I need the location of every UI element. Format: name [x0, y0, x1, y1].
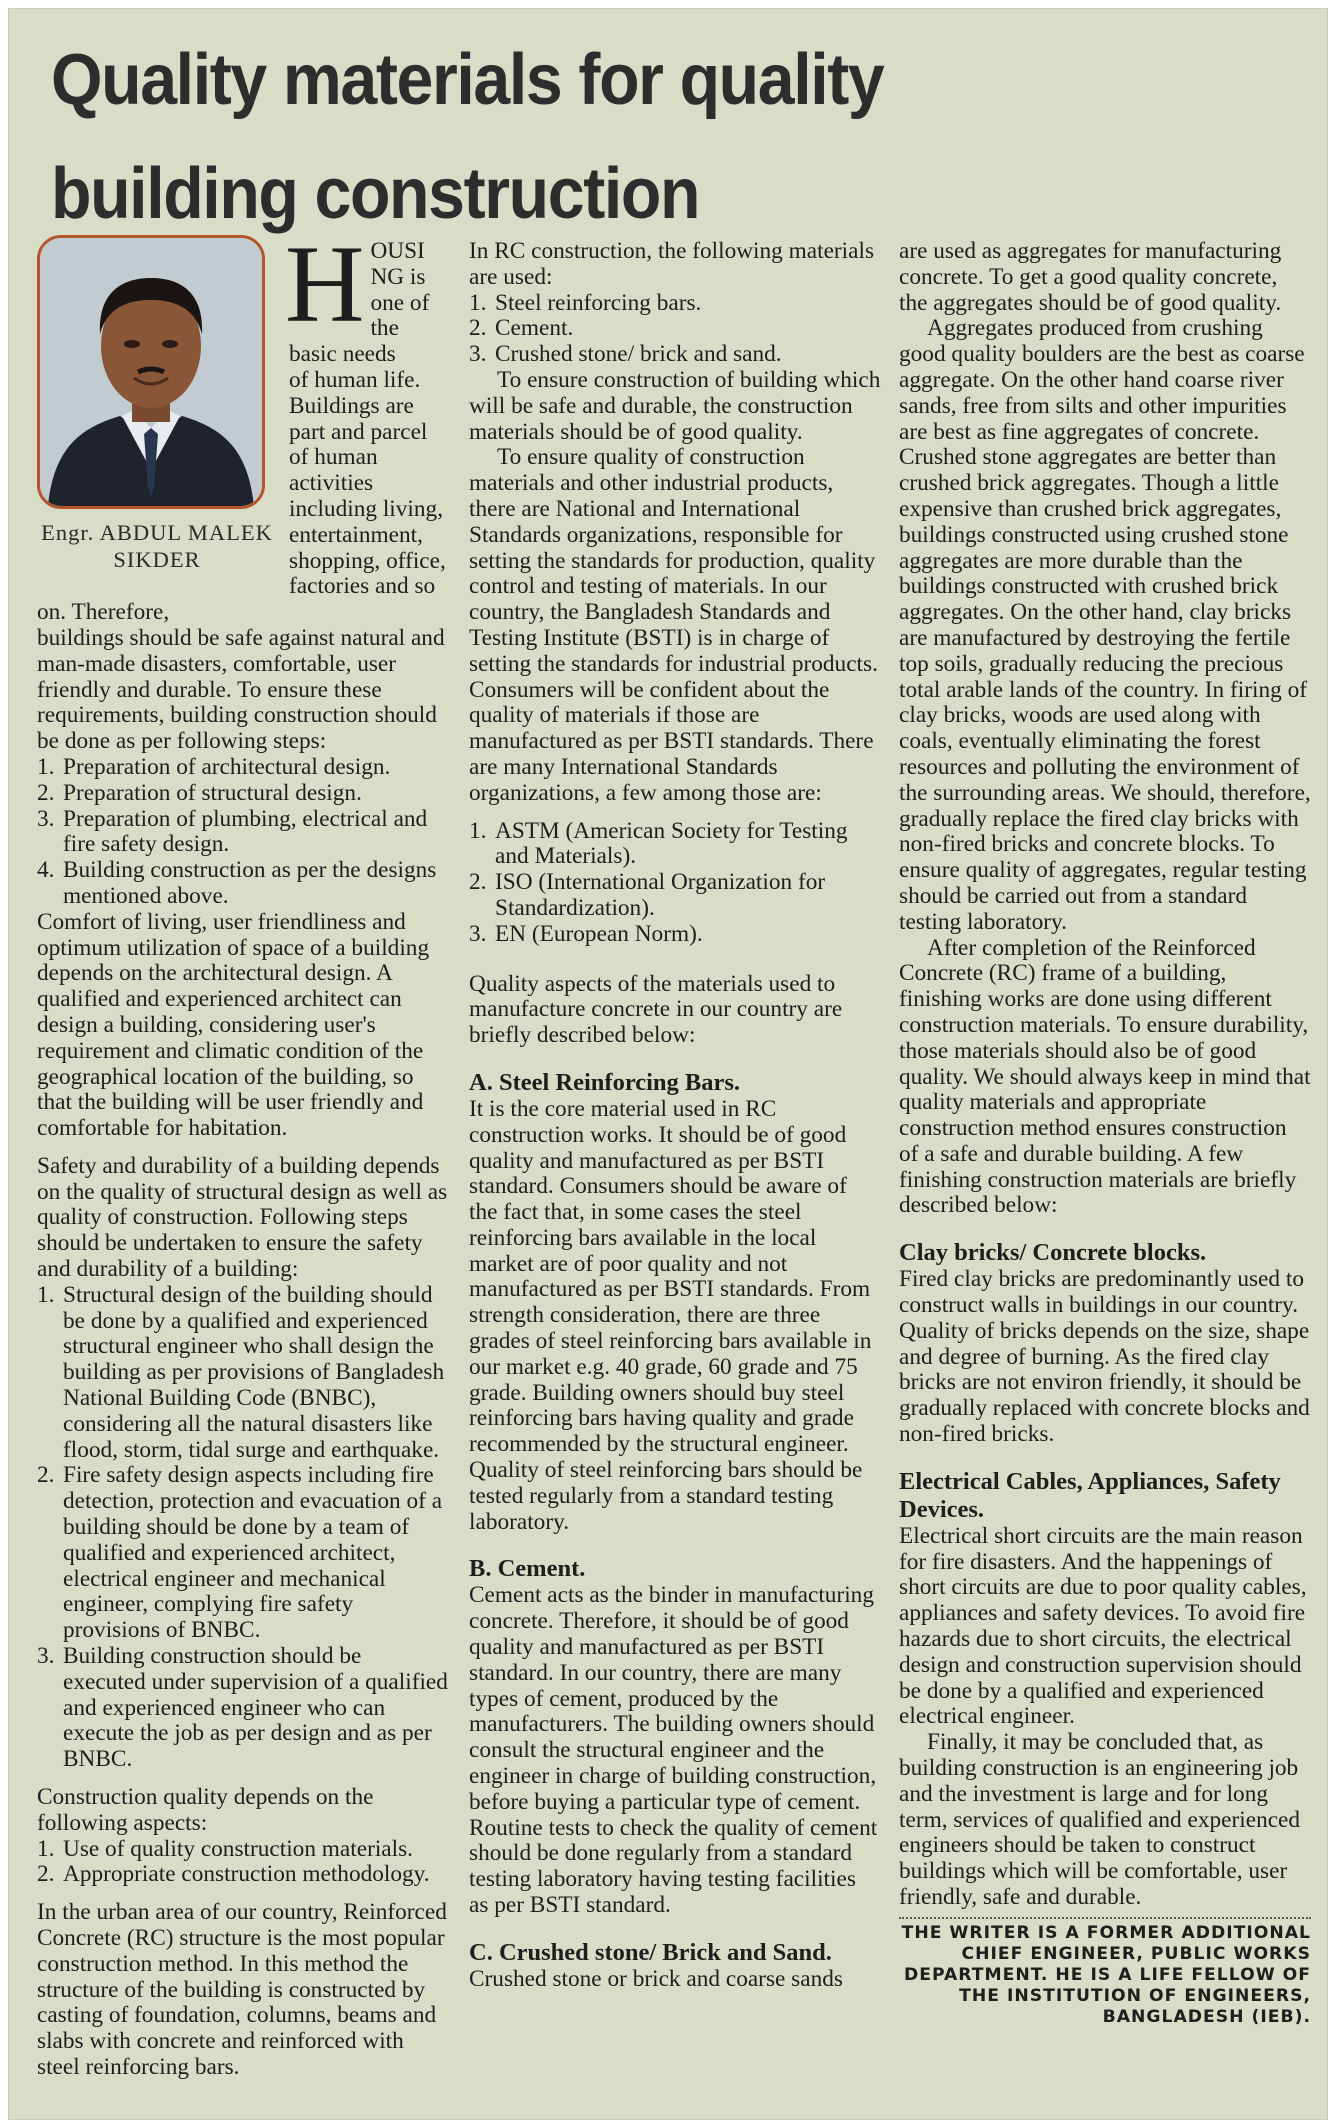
- standard-item: [469, 922, 881, 948]
- author-byline: [37, 519, 277, 573]
- intro-line: including living,: [289, 495, 444, 522]
- cement-heading: B. Cement.: [469, 1555, 586, 1583]
- title-line-1: Quality materials for quality: [51, 40, 884, 120]
- intro-line: part and parcel: [289, 418, 428, 445]
- step-number: 4.: [37, 857, 55, 884]
- step-item: [37, 781, 449, 807]
- standard-text: ISO (International Organization for Standardization).: [495, 869, 826, 921]
- author-name-line-1: Engr. ABDUL MALEK: [41, 520, 273, 545]
- intro-line: on. Therefore,: [37, 599, 170, 626]
- cement-paragraph: Cement acts as the binder in manufacturing concrete. Therefore, it should be of good quality and manufactured as per BSTI standard. In our country, there are many types of cement, produced by the manufacturers. The building owners should consult the structural engineer and the engineer in charge of building construction, before buying a particular type of cement. Routine tests to check the quality of cement should be done regularly from a standard testing laboratory having testing facilities as per BSTI standard.: [469, 1582, 878, 1919]
- ensure-paragraph: To ensure construction of building which will be safe and durable, the construction materials should be of good quality.: [469, 366, 881, 445]
- step-number: 3.: [37, 805, 55, 832]
- standard-number: 3.: [469, 920, 487, 947]
- quality-aspects-paragraph: Quality aspects of the materials used to manufacture concrete in our country are briefly described below:: [469, 970, 843, 1049]
- safety-step-text: Building construction should be executed under supervision of a qualified and experienced engineer who can execute the job as per design and as per BNBC.: [63, 1643, 448, 1773]
- step-item: [37, 755, 449, 781]
- rc-material-item: [469, 291, 881, 317]
- author-name-line-2: SIKDER: [113, 547, 201, 572]
- safety-step-text: Structural design of the building should be done by a qualified and experienced structural engineer who shall design the building as per provisions of Bangladesh National Building Code (BNBC), considering all the natural disasters like flood, storm, tidal surge and earthquake.: [63, 1281, 445, 1463]
- intro-line: entertainment,: [289, 521, 423, 548]
- article-title: [51, 23, 1063, 251]
- rc-material-item: [469, 316, 881, 342]
- column-3: [899, 239, 1311, 2028]
- rc-material-number: 1.: [469, 289, 487, 316]
- standards-paragraph: To ensure quality of construction materials and other industrial products, there are National and International Standards organizations, responsible for setting the standards for production, quality control and testing of materials. In our country, the Bangladesh Standards and Testing Institute (BSTI) is in charge of setting the standards for industrial products. Consumers will be confident about the quality of materials if those are manufactured as per BSTI standards. There are many International Standards organizations, a few among those are:: [469, 444, 878, 806]
- finishing-paragraph: After completion of the Reinforced Concrete (RC) frame of a building, finishing works are done using different construction materials. To ensure durability, those materials should also be of good quality. We should always keep in mind that quality materials and appropriate construction method ensures construction of a safe and durable building. A few finishing construction materials are briefly described below:: [899, 934, 1311, 1219]
- standard-text: EN (European Norm).: [495, 920, 703, 947]
- step-number: 2.: [37, 779, 55, 806]
- standard-item: [469, 870, 881, 922]
- intro-line: activities: [289, 470, 374, 497]
- stone-heading: C. Crushed stone/ Brick and Sand.: [469, 1938, 832, 1966]
- steel-paragraph: It is the core material used in RC construction works. It should be of good quality and manufactured as per BSTI standard. Consumers should be aware of the fact that, in some cases the steel reinforcing bars available in the local market are of poor quality and not manufactured as per BSTI standards. From strength consideration, there are three grades of steel reinforcing bars available in our market e.g. 40 grade, 60 grade and 75 grade. Building owners should buy steel reinforcing bars having quality and grade recommended by the structural engineer. Quality of steel reinforcing bars should be tested regularly from a standard testing laboratory.: [469, 1095, 872, 1535]
- rc-materials-intro: In RC construction, the following materials are used:: [469, 238, 875, 290]
- writer-bio: THE WRITER IS A FORMER ADDITIONAL CHIEF ENGINEER, PUBLIC WORKS DEPARTMENT. HE IS A LIFE FELLOW OF THE INSTITUTION OF ENGINEERS, BANGLADESH (IEB).: [901, 1922, 1311, 2027]
- intro-line: Buildings are: [289, 392, 414, 419]
- conclusion-paragraph: Finally, it may be concluded that, as building construction is an engineering job and the investment is large and for long term, services of qualified and experienced engineers should be taken to construct buildings which will be comfortable, user friendly, safe and durable.: [899, 1729, 1301, 1911]
- standard-number: 2.: [469, 869, 487, 896]
- clay-paragraph: Fired clay bricks are predominantly used to construct walls in buildings in our country. Quality of bricks depends on the size, shape and degree of burning. As the fired clay bricks are not environ friendly, it should be gradually replaced with concrete blocks and non-fired bricks.: [899, 1266, 1310, 1448]
- safety-step-number: 2.: [37, 1462, 55, 1489]
- intro-line: the basic needs: [289, 315, 399, 368]
- step-text: Preparation of structural design.: [63, 779, 362, 806]
- safety-step-number: 3.: [37, 1643, 55, 1670]
- standard-text: ASTM (American Society for Testing and Materials).: [495, 817, 848, 870]
- author-portrait-image: [40, 238, 262, 506]
- step-text: Preparation of architectural design.: [63, 753, 391, 780]
- electrical-heading: Electrical Cables, Appliances, Safety Devices.: [899, 1467, 1281, 1523]
- author-block: [37, 235, 277, 575]
- safety-step-item: [37, 1283, 449, 1464]
- step-item: [37, 858, 449, 910]
- safety-paragraph: Safety and durability of a building depends on the quality of structural design as well as quality of construction. Following steps should be undertaken to ensure the safety and durability of a building:: [37, 1152, 448, 1283]
- rc-material-text: Steel reinforcing bars.: [495, 289, 702, 316]
- standard-item: [469, 819, 881, 871]
- rc-paragraph: In the urban area of our country, Reinforced Concrete (RC) structure is the most popular construction method. In this method the structure of the building is constructed by casting of foundation, columns, beams and slabs with concrete and reinforced with steel reinforcing bars.: [37, 1899, 447, 2080]
- rc-material-text: Cement.: [495, 315, 574, 342]
- clay-heading: Clay bricks/ Concrete blocks.: [899, 1239, 1207, 1267]
- quality-intro-paragraph: Construction quality depends on the following aspects:: [37, 1784, 374, 1836]
- rc-material-number: 2.: [469, 315, 487, 342]
- intro-line: OUSI: [370, 238, 425, 264]
- aggregates-paragraph: Aggregates produced from crushing good quality boulders are the best as coarse aggregate. On the other hand coarse river sands, free from silts and other impurities are best as fine aggregates of concrete. Crushed stone aggregates are better than crushed brick aggregates. Though a little expensive than crushed brick aggregates, buildings constructed using crushed stone aggregates are more durable than the buildings constructed with crushed brick aggregates. On the other hand, clay bricks are manufactured by destroying the fertile top soils, gradually reducing the precious total arable lands of the country. In firing of clay bricks, woods are used along with coals, eventually eliminating the forest resources and polluting the environment of the surrounding areas. We should, therefore, gradually replace the fired clay bricks with non-fired bricks and concrete blocks. To ensure quality of aggregates, regular testing should be carried out from a standard testing laboratory.: [899, 315, 1311, 935]
- rc-material-item: [469, 342, 881, 368]
- standard-number: 1.: [469, 817, 487, 844]
- quality-aspect-number: 2.: [37, 1861, 55, 1888]
- newspaper-page: [8, 8, 1328, 2120]
- column-2: [469, 239, 881, 1993]
- step-text: Building construction as per the designs mentioned above.: [63, 857, 437, 909]
- title-line-2: building construction: [51, 154, 700, 234]
- drop-cap: H: [285, 223, 365, 345]
- step-text: Preparation of plumbing, electrical and fire safety design.: [63, 805, 428, 858]
- rc-material-number: 3.: [469, 341, 487, 368]
- intro-line: of human: [289, 444, 378, 471]
- intro-continuation: buildings should be safe against natural and man-made disasters, comfortable, user friendly and durable. To ensure these requirements, building construction should be done as per following steps:: [37, 624, 445, 755]
- steel-heading: A. Steel Reinforcing Bars.: [469, 1068, 741, 1096]
- intro-line: NG is: [370, 263, 426, 290]
- step-number: 1.: [37, 753, 55, 780]
- stone-paragraph-start: Crushed stone or brick and coarse sands: [469, 1965, 843, 1992]
- dotted-divider: [899, 1917, 1311, 1919]
- quality-aspect-number: 1.: [37, 1835, 55, 1862]
- intro-line: one of: [370, 289, 430, 316]
- quality-aspect-item: [37, 1862, 449, 1888]
- safety-step-number: 1.: [37, 1281, 55, 1308]
- intro-line: of human life.: [289, 366, 421, 393]
- rc-material-text: Crushed stone/ brick and sand.: [495, 341, 782, 368]
- electrical-paragraph: Electrical short circuits are the main reason for fire disasters. And the happenings of short circuits are due to poor quality cables, appliances and safety devices. To avoid fire hazards due to short circuits, the electrical design and construction supervision should be done by a qualified and experienced electrical engineer.: [899, 1522, 1307, 1730]
- quality-aspect-item: [37, 1837, 449, 1863]
- intro-line: factories and so: [289, 573, 436, 600]
- safety-step-item: [37, 1463, 449, 1644]
- column-1: [37, 223, 449, 2081]
- intro-line: shopping, office,: [289, 547, 446, 574]
- stone-paragraph-continued: are used as aggregates for manufacturing concrete. To get a good quality concrete, the aggregates should be of good quality.: [899, 238, 1282, 316]
- comfort-paragraph: Comfort of living, user friendliness and optimum utilization of space of a building depends on the architectural design. A qualified and experienced architect can design a building, considering user's requirement and climatic condition of the geographical location of the building, so that the building will be user friendly and comfortable for habitation.: [37, 908, 430, 1142]
- author-photo: [37, 235, 265, 509]
- quality-aspect-text: Use of quality construction materials.: [63, 1835, 414, 1862]
- step-item: [37, 807, 449, 859]
- safety-step-text: Fire safety design aspects including fire detection, protection and evacuation of a building should be done by a team of qualified and experienced architect, electrical engineer and mechanical engineer, complying fire safety provisions of BNBC.: [63, 1462, 443, 1644]
- quality-aspect-text: Appropriate construction methodology.: [63, 1861, 430, 1888]
- safety-step-item: [37, 1644, 449, 1773]
